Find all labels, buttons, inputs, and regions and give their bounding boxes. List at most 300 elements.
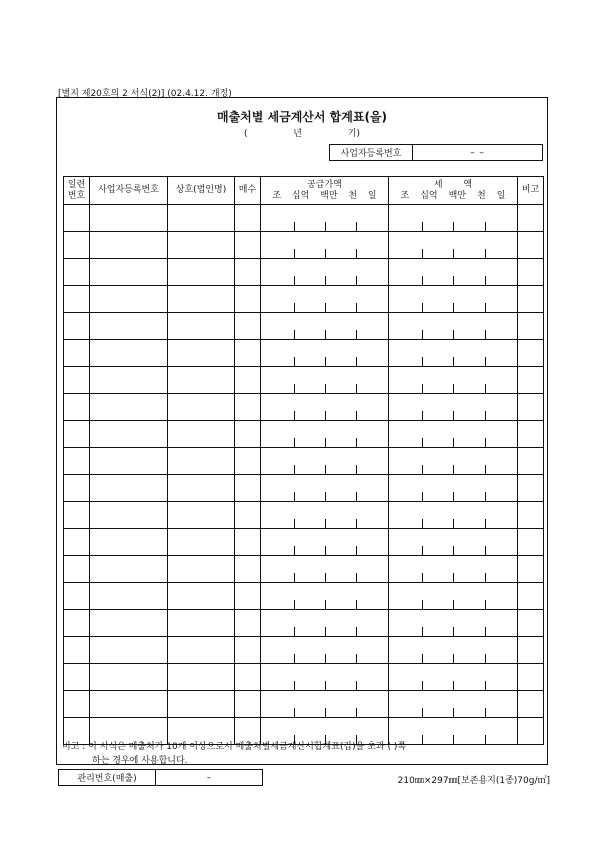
cell-tax-amount[interactable] (389, 313, 518, 340)
cell-biz-no[interactable] (90, 610, 168, 637)
table-row (64, 664, 544, 691)
amount-unit-label: 일 (367, 190, 377, 201)
table-row (64, 637, 544, 664)
cell-remarks[interactable] (518, 529, 544, 556)
table-row (64, 556, 544, 583)
cell-remarks[interactable] (518, 718, 544, 745)
digit-separator-tick (485, 492, 486, 501)
cell-tax-amount[interactable] (389, 556, 518, 583)
amount-unit-label: 백만 (320, 190, 338, 201)
supply-amount-label: 공급가액 (307, 179, 342, 190)
digit-separator-tick (294, 276, 295, 285)
digit-separator-tick (356, 438, 357, 447)
cell-tax-amount[interactable] (389, 691, 518, 718)
period-line (57, 126, 547, 139)
cell-tax-amount[interactable] (389, 259, 518, 286)
cell-count[interactable] (235, 556, 261, 583)
cell-count[interactable] (235, 313, 261, 340)
cell-supply-amount[interactable] (261, 529, 389, 556)
cell-serial[interactable] (64, 529, 90, 556)
management-number-field[interactable]: – (206, 772, 212, 783)
remark-line-1: 비고 : 이 서식은 매출처가 10개 이상으로서 매출처별세금계산서합계표(갑)을 초과 ( )쪽 (62, 742, 407, 752)
cell-company[interactable] (168, 583, 235, 610)
header-serial: 일련 번호 (64, 177, 90, 205)
cell-count[interactable] (235, 259, 261, 286)
cell-biz-no[interactable] (90, 637, 168, 664)
cell-remarks[interactable] (518, 664, 544, 691)
cell-biz-no[interactable] (90, 556, 168, 583)
digit-separator-tick (422, 276, 423, 285)
digit-separator-tick (422, 654, 423, 663)
digit-separator-tick (453, 357, 454, 366)
cell-supply-amount[interactable] (261, 421, 389, 448)
digit-separator-tick (453, 654, 454, 663)
cell-serial[interactable] (64, 340, 90, 367)
cell-company[interactable] (168, 286, 235, 313)
digit-separator-tick (325, 303, 326, 312)
digit-separator-tick (325, 357, 326, 366)
cell-biz-no[interactable] (90, 421, 168, 448)
digit-separator-tick (356, 519, 357, 528)
digit-separator-tick (356, 276, 357, 285)
digit-separator-tick (422, 303, 423, 312)
digit-separator-tick (356, 249, 357, 258)
digit-separator-tick (485, 330, 486, 339)
cell-biz-no[interactable] (90, 664, 168, 691)
digit-separator-tick (294, 438, 295, 447)
cell-count[interactable] (235, 286, 261, 313)
cell-remarks[interactable] (518, 367, 544, 394)
digit-separator-tick (422, 249, 423, 258)
digit-separator-tick (485, 600, 486, 609)
cell-biz-no[interactable] (90, 286, 168, 313)
business-registration-label: 사업자등록번호 (330, 145, 413, 160)
digit-separator-tick (325, 465, 326, 474)
digit-separator-tick (453, 492, 454, 501)
digit-separator-tick (422, 492, 423, 501)
cell-count[interactable] (235, 232, 261, 259)
digit-separator-tick (517, 735, 518, 744)
digit-separator-tick (422, 546, 423, 555)
period-open: ( (244, 129, 248, 139)
cell-remarks[interactable] (518, 340, 544, 367)
header-tax-amount (389, 177, 518, 205)
table-row (64, 448, 544, 475)
cell-company[interactable] (168, 340, 235, 367)
cell-biz-no[interactable] (90, 232, 168, 259)
cell-remarks[interactable] (518, 691, 544, 718)
cell-supply-amount[interactable] (261, 502, 389, 529)
digit-separator-tick (517, 627, 518, 636)
digit-separator-tick (453, 438, 454, 447)
digit-separator-tick (453, 249, 454, 258)
table-row (64, 475, 544, 502)
digit-separator-tick (294, 303, 295, 312)
cell-biz-no[interactable] (90, 394, 168, 421)
cell-remarks[interactable] (518, 448, 544, 475)
digit-separator-tick (485, 681, 486, 690)
digit-separator-tick (453, 276, 454, 285)
cell-remarks[interactable] (518, 583, 544, 610)
digit-separator-tick (453, 384, 454, 393)
cell-biz-no[interactable] (90, 583, 168, 610)
cell-company[interactable] (168, 232, 235, 259)
digit-separator-tick (422, 519, 423, 528)
remark-line-2: 하는 경우에 사용합니다. (92, 756, 188, 766)
cell-company[interactable] (168, 610, 235, 637)
digit-separator-tick (517, 222, 518, 231)
table-row (64, 313, 544, 340)
digit-separator-tick (517, 492, 518, 501)
cell-count[interactable] (235, 421, 261, 448)
digit-separator-tick (325, 276, 326, 285)
cell-tax-amount[interactable] (389, 718, 518, 745)
cell-supply-amount[interactable] (261, 340, 389, 367)
cell-tax-amount[interactable] (389, 394, 518, 421)
period-half-label: 기) (347, 129, 360, 139)
cell-supply-amount[interactable] (261, 556, 389, 583)
digit-separator-tick (422, 357, 423, 366)
digit-separator-tick (325, 627, 326, 636)
cell-biz-no[interactable] (90, 691, 168, 718)
digit-separator-tick (485, 411, 486, 420)
table-row (64, 367, 544, 394)
digit-separator-tick (294, 681, 295, 690)
cell-company[interactable] (168, 313, 235, 340)
cell-company[interactable] (168, 691, 235, 718)
cell-serial[interactable] (64, 421, 90, 448)
cell-supply-amount[interactable] (261, 664, 389, 691)
digit-separator-tick (422, 573, 423, 582)
digit-separator-tick (517, 303, 518, 312)
cell-tax-amount[interactable] (389, 529, 518, 556)
digit-separator-tick (422, 222, 423, 231)
digit-separator-tick (325, 681, 326, 690)
table-row (64, 610, 544, 637)
digit-separator-tick (517, 357, 518, 366)
digit-separator-tick (485, 627, 486, 636)
cell-company[interactable] (168, 421, 235, 448)
digit-separator-tick (356, 600, 357, 609)
cell-supply-amount[interactable] (261, 367, 389, 394)
digit-separator-tick (422, 384, 423, 393)
digit-separator-tick (356, 357, 357, 366)
tax-amount-units (389, 191, 517, 202)
cell-remarks[interactable] (518, 394, 544, 421)
amount-unit-label: 일 (496, 190, 506, 201)
digit-separator-tick (325, 708, 326, 717)
cell-count[interactable] (235, 367, 261, 394)
cell-count[interactable] (235, 340, 261, 367)
cell-count[interactable] (235, 502, 261, 529)
form-title: 매출처별 세금계산서 합계표(을) (216, 110, 388, 124)
cell-biz-no[interactable] (90, 367, 168, 394)
cell-tax-amount[interactable] (389, 610, 518, 637)
digit-separator-tick (325, 249, 326, 258)
cell-count[interactable] (235, 691, 261, 718)
paper-spec: 210㎜×297㎜[보존용지(1종)70g/㎡] (397, 776, 550, 786)
digit-separator-tick (422, 465, 423, 474)
cell-tax-amount[interactable] (389, 502, 518, 529)
cell-company[interactable] (168, 475, 235, 502)
cell-serial[interactable] (64, 637, 90, 664)
digit-separator-tick (422, 681, 423, 690)
amount-unit-label: 천 (348, 190, 358, 201)
cell-count[interactable] (235, 205, 261, 232)
table-row (64, 394, 544, 421)
cell-count[interactable] (235, 637, 261, 664)
cell-company[interactable] (168, 664, 235, 691)
cell-remarks[interactable] (518, 259, 544, 286)
cell-count[interactable] (235, 610, 261, 637)
cell-company[interactable] (168, 556, 235, 583)
digit-separator-tick (517, 411, 518, 420)
cell-tax-amount[interactable] (389, 205, 518, 232)
digit-separator-tick (485, 357, 486, 366)
digit-separator-tick (422, 708, 423, 717)
tax-amount-label: 세 액 (433, 179, 473, 190)
cell-remarks[interactable] (518, 637, 544, 664)
digit-separator-tick (294, 222, 295, 231)
digit-separator-tick (517, 654, 518, 663)
digit-separator-tick (485, 303, 486, 312)
digit-separator-tick (453, 330, 454, 339)
cell-serial[interactable] (64, 367, 90, 394)
cell-tax-amount[interactable] (389, 664, 518, 691)
digit-separator-tick (294, 330, 295, 339)
remark-note (62, 740, 406, 768)
cell-company[interactable] (168, 394, 235, 421)
digit-separator-tick (517, 384, 518, 393)
cell-tax-amount[interactable] (389, 232, 518, 259)
cell-supply-amount[interactable] (261, 286, 389, 313)
amount-unit-label: 조 (272, 190, 282, 201)
cell-tax-amount[interactable] (389, 583, 518, 610)
digit-separator-tick (294, 600, 295, 609)
table-row (64, 502, 544, 529)
digit-separator-tick (485, 438, 486, 447)
digit-separator-tick (356, 681, 357, 690)
cell-company[interactable] (168, 259, 235, 286)
cell-remarks[interactable] (518, 421, 544, 448)
digit-separator-tick (485, 573, 486, 582)
digit-separator-tick (453, 519, 454, 528)
digit-separator-tick (294, 519, 295, 528)
cell-company[interactable] (168, 502, 235, 529)
form-frame (56, 97, 548, 765)
digit-separator-tick (517, 600, 518, 609)
table-header-row (64, 177, 544, 205)
cell-supply-amount[interactable] (261, 448, 389, 475)
digit-separator-tick (422, 600, 423, 609)
management-number-label: 관리번호(매출) (59, 770, 156, 785)
cell-tax-amount[interactable] (389, 637, 518, 664)
cell-company[interactable] (168, 637, 235, 664)
digit-separator-tick (356, 222, 357, 231)
digit-separator-tick (356, 384, 357, 393)
cell-serial[interactable] (64, 691, 90, 718)
cell-remarks[interactable] (518, 475, 544, 502)
digit-separator-tick (485, 276, 486, 285)
digit-separator-tick (453, 303, 454, 312)
cell-biz-no[interactable] (90, 340, 168, 367)
cell-supply-amount[interactable] (261, 394, 389, 421)
cell-serial[interactable] (64, 394, 90, 421)
digit-separator-tick (453, 573, 454, 582)
cell-remarks[interactable] (518, 313, 544, 340)
digit-separator-tick (422, 627, 423, 636)
cell-serial[interactable] (64, 205, 90, 232)
digit-separator-tick (356, 708, 357, 717)
cell-count[interactable] (235, 394, 261, 421)
cell-supply-amount[interactable] (261, 259, 389, 286)
sales-invoice-table (63, 176, 544, 745)
cell-count[interactable] (235, 475, 261, 502)
cell-tax-amount[interactable] (389, 448, 518, 475)
digit-separator-tick (422, 330, 423, 339)
table-row (64, 340, 544, 367)
cell-serial[interactable] (64, 556, 90, 583)
cell-biz-no[interactable] (90, 205, 168, 232)
cell-biz-no[interactable] (90, 529, 168, 556)
digit-separator-tick (485, 708, 486, 717)
cell-biz-no[interactable] (90, 259, 168, 286)
cell-tax-amount[interactable] (389, 367, 518, 394)
digit-separator-tick (485, 384, 486, 393)
cell-biz-no[interactable] (90, 502, 168, 529)
digit-separator-tick (325, 330, 326, 339)
cell-count[interactable] (235, 448, 261, 475)
management-number-box (58, 769, 263, 786)
header-remarks: 비고 (518, 177, 544, 205)
digit-separator-tick (517, 330, 518, 339)
digit-separator-tick (517, 573, 518, 582)
digit-separator-tick (453, 708, 454, 717)
digit-separator-tick (356, 465, 357, 474)
amount-unit-label: 조 (400, 190, 410, 201)
business-registration-box (329, 144, 543, 161)
digit-separator-tick (325, 411, 326, 420)
table-row (64, 529, 544, 556)
digit-separator-tick (517, 546, 518, 555)
digit-separator-tick (453, 411, 454, 420)
cell-biz-no[interactable] (90, 313, 168, 340)
digit-separator-tick (517, 465, 518, 474)
cell-serial[interactable] (64, 475, 90, 502)
digit-separator-tick (356, 330, 357, 339)
digit-separator-tick (453, 600, 454, 609)
cell-company[interactable] (168, 367, 235, 394)
digit-separator-tick (485, 654, 486, 663)
form-code: [별지 제20호의 2 서식(2)] (02.4.12. 개정) (58, 89, 232, 99)
digit-separator-tick (294, 708, 295, 717)
digit-separator-tick (485, 249, 486, 258)
cell-supply-amount[interactable] (261, 475, 389, 502)
cell-serial[interactable] (64, 232, 90, 259)
cell-serial[interactable] (64, 313, 90, 340)
header-supply-amount (261, 177, 389, 205)
cell-remarks[interactable] (518, 610, 544, 637)
cell-serial[interactable] (64, 664, 90, 691)
digit-separator-tick (422, 411, 423, 420)
cell-remarks[interactable] (518, 556, 544, 583)
digit-separator-tick (325, 546, 326, 555)
digit-separator-tick (325, 492, 326, 501)
digit-separator-tick (453, 465, 454, 474)
table-row (64, 583, 544, 610)
cell-count[interactable] (235, 583, 261, 610)
digit-separator-tick (422, 438, 423, 447)
digit-separator-tick (453, 627, 454, 636)
cell-serial[interactable] (64, 448, 90, 475)
digit-separator-tick (453, 681, 454, 690)
digit-separator-tick (294, 654, 295, 663)
digit-separator-tick (325, 573, 326, 582)
digit-separator-tick (356, 546, 357, 555)
table-row (64, 691, 544, 718)
digit-separator-tick (356, 411, 357, 420)
digit-separator-tick (485, 519, 486, 528)
digit-separator-tick (294, 465, 295, 474)
cell-serial[interactable] (64, 583, 90, 610)
cell-supply-amount[interactable] (261, 583, 389, 610)
header-company: 상호(법인명) (168, 177, 235, 205)
cell-remarks[interactable] (518, 502, 544, 529)
cell-biz-no[interactable] (90, 475, 168, 502)
cell-biz-no[interactable] (90, 448, 168, 475)
cell-serial[interactable] (64, 259, 90, 286)
cell-remarks[interactable] (518, 205, 544, 232)
cell-tax-amount[interactable] (389, 475, 518, 502)
cell-tax-amount[interactable] (389, 286, 518, 313)
cell-serial[interactable] (64, 610, 90, 637)
cell-tax-amount[interactable] (389, 340, 518, 367)
cell-tax-amount[interactable] (389, 421, 518, 448)
header-biz-no: 사업자등록번호 (90, 177, 168, 205)
digit-separator-tick (294, 573, 295, 582)
cell-supply-amount[interactable] (261, 610, 389, 637)
cell-count[interactable] (235, 664, 261, 691)
digit-separator-tick (294, 357, 295, 366)
cell-supply-amount[interactable] (261, 313, 389, 340)
cell-serial[interactable] (64, 286, 90, 313)
cell-supply-amount[interactable] (261, 691, 389, 718)
cell-serial[interactable] (64, 502, 90, 529)
digit-separator-tick (294, 492, 295, 501)
business-registration-field[interactable]: – – (470, 147, 485, 158)
digit-separator-tick (325, 384, 326, 393)
digit-separator-tick (485, 546, 486, 555)
digit-separator-tick (356, 654, 357, 663)
cell-company[interactable] (168, 529, 235, 556)
cell-remarks[interactable] (518, 286, 544, 313)
header-count: 매수 (235, 177, 261, 205)
digit-separator-tick (517, 438, 518, 447)
cell-company[interactable] (168, 448, 235, 475)
digit-separator-tick (517, 276, 518, 285)
cell-supply-amount[interactable] (261, 205, 389, 232)
table-row (64, 232, 544, 259)
cell-company[interactable] (168, 205, 235, 232)
table-row (64, 205, 544, 232)
cell-remarks[interactable] (518, 232, 544, 259)
cell-supply-amount[interactable] (261, 637, 389, 664)
digit-separator-tick (485, 465, 486, 474)
digit-separator-tick (294, 411, 295, 420)
digit-separator-tick (453, 222, 454, 231)
cell-count[interactable] (235, 529, 261, 556)
cell-supply-amount[interactable] (261, 232, 389, 259)
